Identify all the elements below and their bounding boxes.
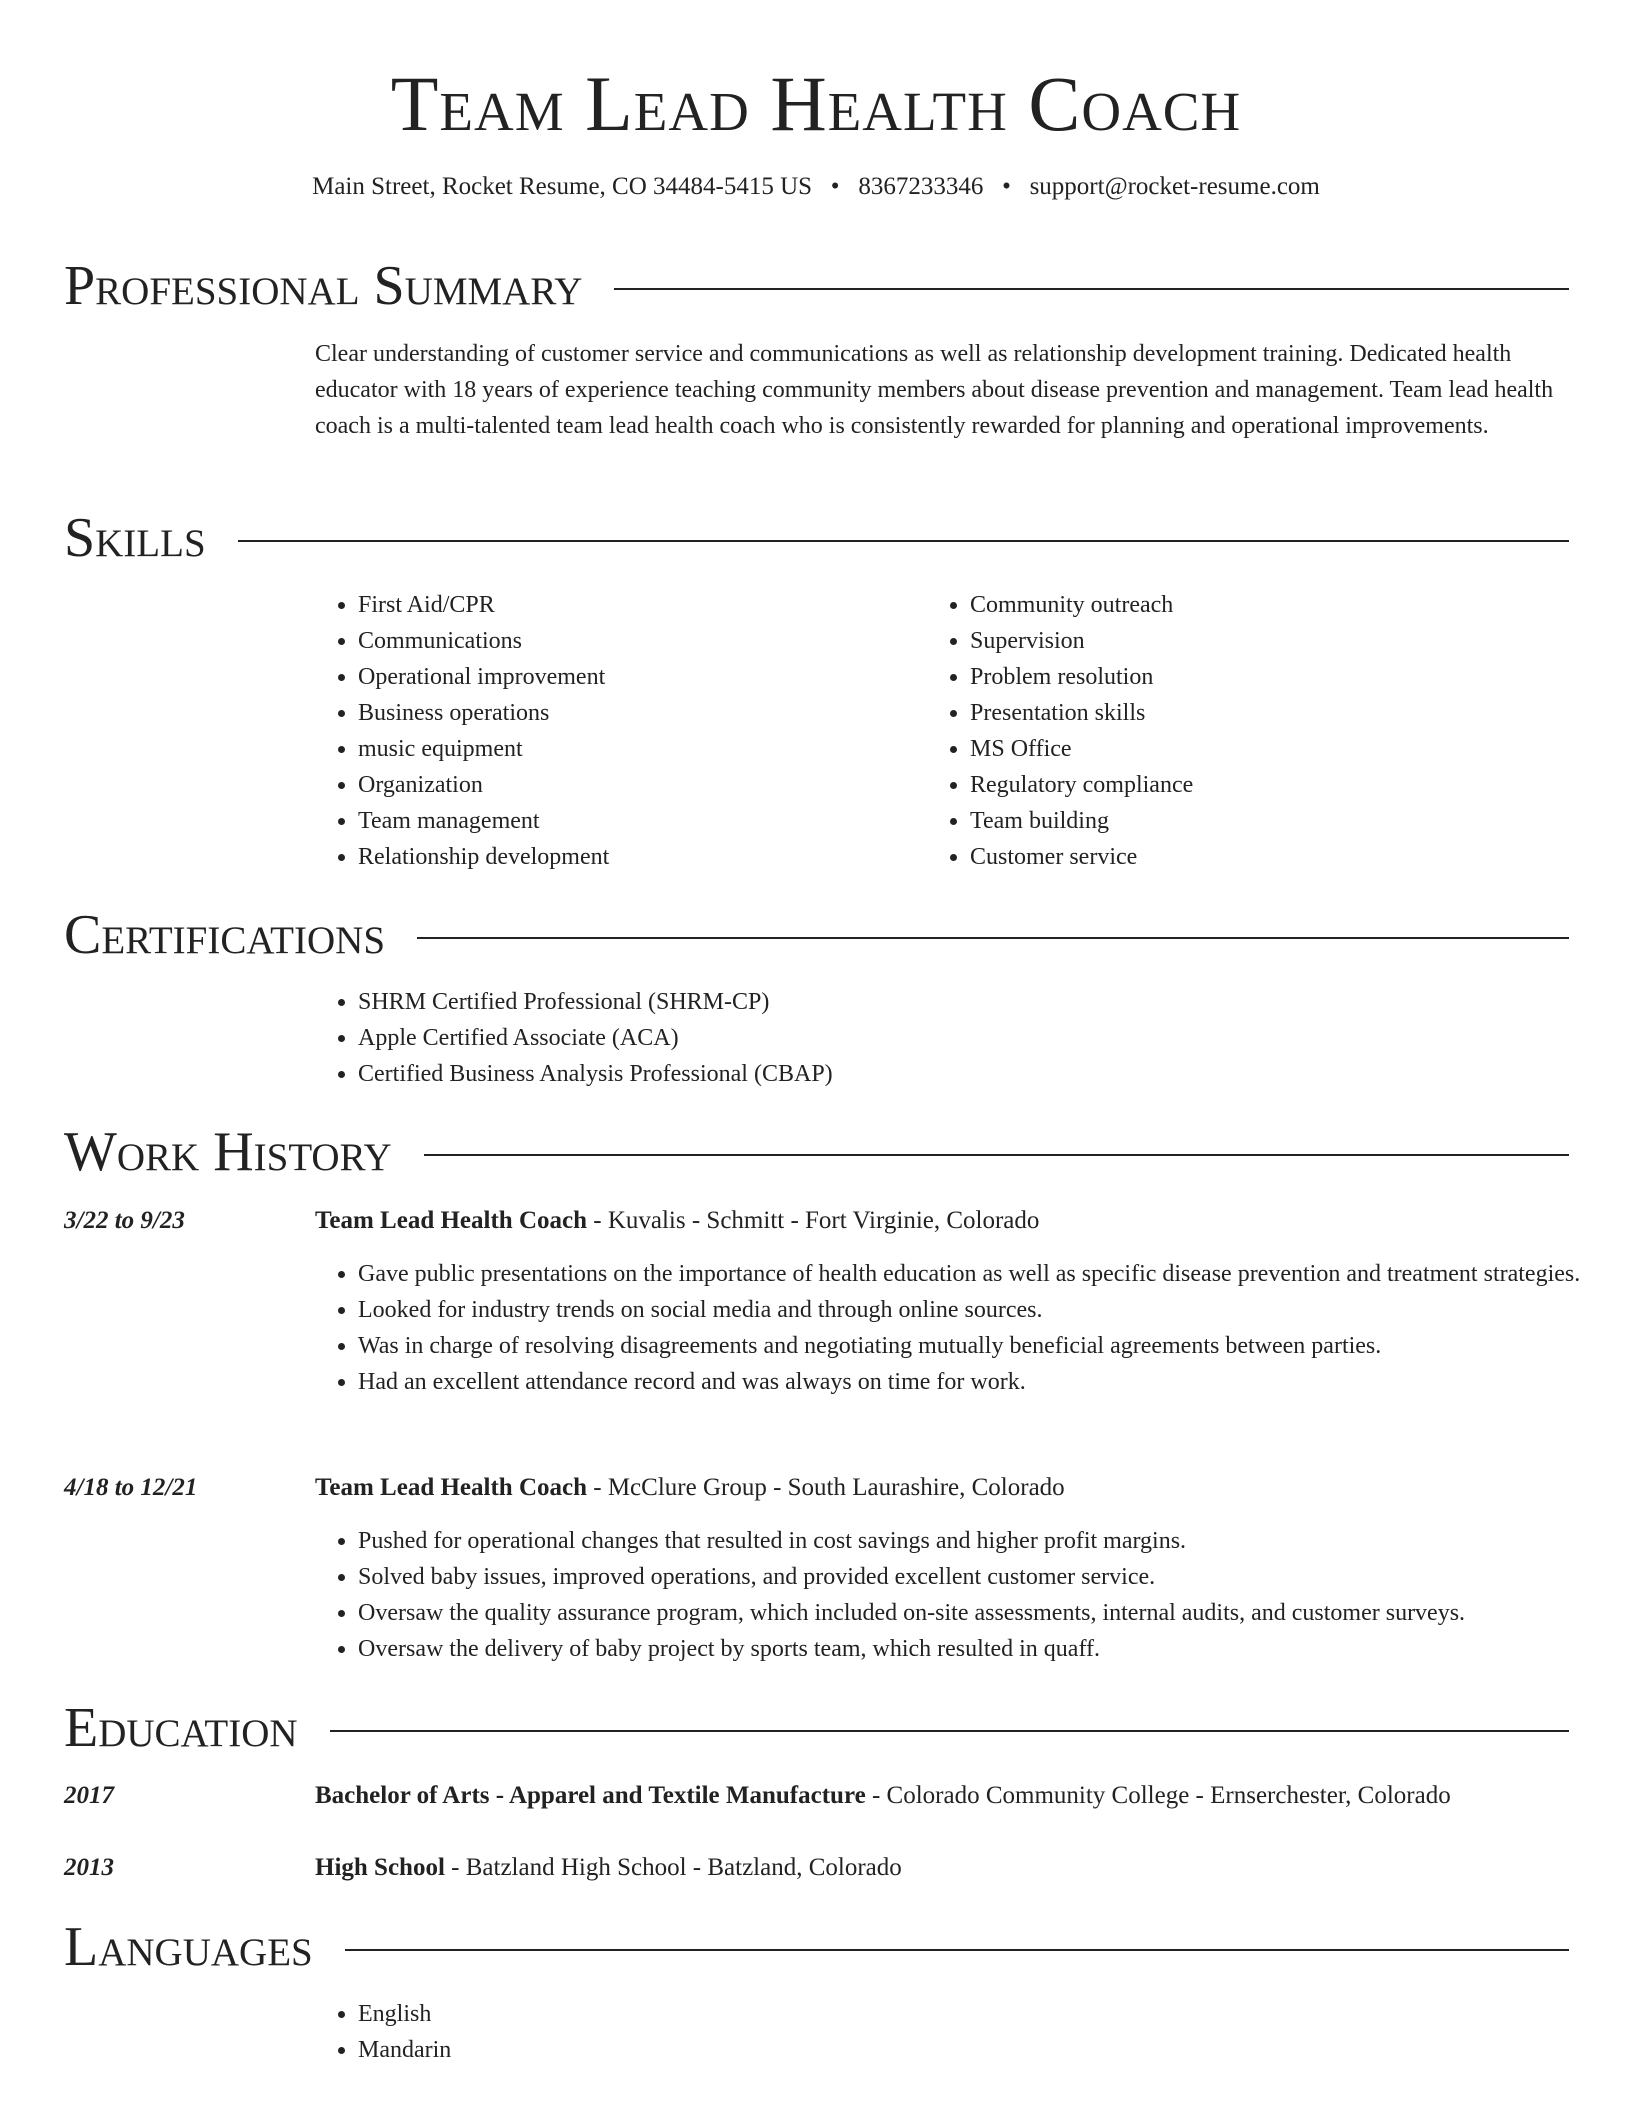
section-divider [424, 1154, 1569, 1156]
certifications-heading: Certifications [64, 904, 386, 966]
language-item: • English [358, 1996, 958, 2032]
languages-heading: Languages [64, 1916, 313, 1978]
language-item: • Mandarin [358, 2032, 958, 2068]
education-degree: Bachelor of Arts - Apparel and Textile Manufacture [315, 1782, 866, 1809]
skills-list-right [926, 587, 1590, 875]
summary-heading: Professional Summary [64, 255, 583, 317]
certification-item: • Apple Certified Associate (ACA) [358, 1020, 1558, 1056]
skill-item: • Regulatory compliance [970, 767, 1590, 803]
education-year: 2013 [64, 1854, 114, 1881]
languages-section-header [64, 1915, 1569, 1979]
skill-item: • Operational improvement [358, 659, 918, 695]
job-bullet: • Oversaw the quality assurance program, which included on-site assessments, internal audits, and customer surveys. [358, 1595, 1615, 1631]
education-school: - Batzland High School - Batzland, Colorado [444, 1854, 902, 1881]
education-section-header [64, 1696, 1569, 1760]
section-divider [238, 540, 1569, 542]
skill-item: • Organization [358, 767, 918, 803]
job-title: Team Lead Health Coach [315, 1207, 587, 1234]
education-entry [315, 1850, 1575, 1886]
job-heading [315, 1470, 1575, 1506]
certification-item: • SHRM Certified Professional (SHRM-CP) [358, 984, 1558, 1020]
skill-item: • music equipment [358, 731, 918, 767]
education-school: - Colorado Community College - Ernserchester, Colorado [865, 1782, 1451, 1809]
skill-item: • Customer service [970, 839, 1590, 875]
resume-name: Team Lead Health Coach [390, 60, 1242, 147]
certifications-list [314, 984, 1558, 1092]
skill-item: • Supervision [970, 623, 1590, 659]
job-bullet: • Was in charge of resolving disagreements and negotiating mutually beneficial agreements between parties. [358, 1328, 1615, 1364]
summary-text: Clear understanding of customer service and communications as well as relationship development training. Dedicated health educator with 18 years of experience teaching community members about disease prevention and management. Team lead health coach is a multi-talented team lead health coach who is consistently rewarded for planning and operational improvements. [315, 341, 1554, 439]
section-divider [345, 1949, 1569, 1951]
certification-item: • Certified Business Analysis Professional (CBAP) [358, 1056, 1558, 1092]
job-bullet: • Solved baby issues, improved operations, and provided excellent customer service. [358, 1559, 1615, 1595]
skill-item: • Problem resolution [970, 659, 1590, 695]
education-degree: High School [315, 1854, 445, 1881]
work-section-header [64, 1120, 1569, 1184]
languages-list [314, 1996, 958, 2068]
section-divider [330, 1730, 1569, 1732]
job-bullets [314, 1256, 1615, 1400]
section-divider [614, 288, 1569, 290]
skill-item: • First Aid/CPR [358, 587, 918, 623]
job-employer: - McClure Group - South Laurashire, Colorado [587, 1474, 1065, 1501]
job-employer: - Kuvalis - Schmitt - Fort Virginie, Colorado [587, 1207, 1040, 1234]
skill-item: • MS Office [970, 731, 1590, 767]
education-year: 2017 [64, 1782, 114, 1809]
job-heading [315, 1203, 1575, 1239]
summary-section-header [64, 254, 1569, 318]
job-bullet: • Pushed for operational changes that resulted in cost savings and higher profit margins. [358, 1523, 1615, 1559]
skill-item: • Presentation skills [970, 695, 1590, 731]
skill-item: • Community outreach [970, 587, 1590, 623]
job-bullet: • Looked for industry trends on social media and through online sources. [358, 1292, 1615, 1328]
skill-item: • Business operations [358, 695, 918, 731]
skills-section-header [64, 506, 1569, 570]
job-bullet: • Oversaw the delivery of baby project by sports team, which resulted in quaff. [358, 1631, 1615, 1667]
skills-heading: Skills [64, 507, 206, 569]
job-title: Team Lead Health Coach [315, 1474, 587, 1501]
contact-line: Main Street, Rocket Resume, CO 34484-5415 US • 8367233346 • support@rocket-resume.com [312, 173, 1320, 200]
job-bullet: • Gave public presentations on the importance of health education as well as specific disease prevention and treatment strategies. [358, 1256, 1615, 1292]
job-dates: 4/18 to 12/21 [64, 1474, 198, 1501]
skill-item: • Team management [358, 803, 918, 839]
job-dates: 3/22 to 9/23 [64, 1207, 185, 1234]
skills-list-left [314, 587, 918, 875]
skill-item: • Team building [970, 803, 1590, 839]
work-heading: Work History [64, 1121, 392, 1183]
education-entry [315, 1778, 1575, 1814]
skill-item: • Communications [358, 623, 918, 659]
certifications-section-header [64, 903, 1569, 967]
job-bullet: • Had an excellent attendance record and was always on time for work. [358, 1364, 1615, 1400]
section-divider [417, 937, 1569, 939]
education-heading: Education [64, 1697, 298, 1759]
job-bullets [314, 1523, 1615, 1667]
skill-item: • Relationship development [358, 839, 918, 875]
